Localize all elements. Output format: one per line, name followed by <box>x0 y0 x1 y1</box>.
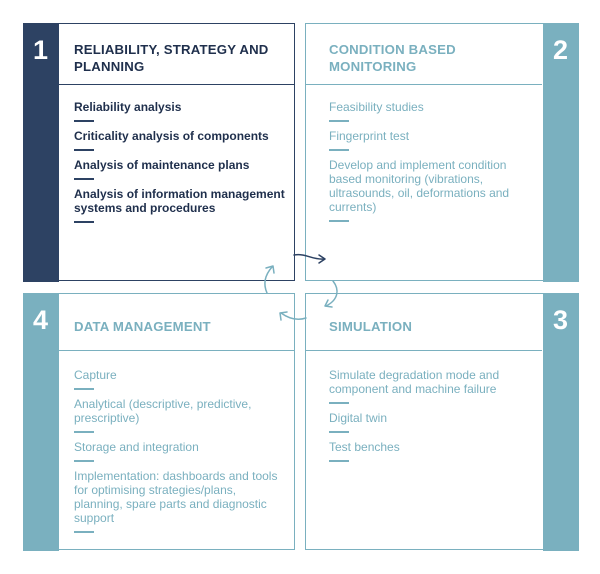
dash-separator <box>74 149 94 151</box>
card-data-management <box>23 293 295 550</box>
card-title: CONDITION BASED MONITORING <box>329 42 456 74</box>
dash-separator <box>329 402 349 404</box>
list-item: Capture <box>74 368 286 390</box>
dash-separator <box>329 149 349 151</box>
dash-separator <box>74 460 94 462</box>
dash-separator <box>74 221 94 223</box>
card-reliability-strategy-planning <box>23 23 295 281</box>
list-item: Reliability analysis <box>74 100 286 122</box>
item-list <box>74 368 286 540</box>
list-item: Digital twin <box>329 411 534 433</box>
list-item: Analysis of maintenance plans <box>74 158 286 180</box>
card-title: RELIABILITY, STRATEGY AND PLANNING <box>74 42 269 74</box>
item-list <box>74 100 286 230</box>
step-number-1: 1 <box>23 23 59 282</box>
dash-separator <box>74 120 94 122</box>
list-item: Storage and integration <box>74 440 286 462</box>
step-number-4: 4 <box>23 293 59 551</box>
card-simulation <box>305 293 578 550</box>
list-item: Analysis of information management systems and procedures <box>74 187 286 223</box>
card-condition-based-monitoring <box>305 23 578 281</box>
divider <box>306 350 542 351</box>
dash-separator <box>329 220 349 222</box>
step-number-3: 3 <box>543 293 579 551</box>
list-item: Test benches <box>329 440 534 462</box>
dash-separator <box>329 431 349 433</box>
list-item: Simulate degradation mode and component and machine failure <box>329 368 534 404</box>
dash-separator <box>74 531 94 533</box>
list-item: Develop and implement condition based monitoring (vibrations, ultrasounds, oil, deformations and currents) <box>329 158 539 222</box>
dash-separator <box>329 120 349 122</box>
list-item: Feasibility studies <box>329 100 539 122</box>
list-item: Criticality analysis of components <box>74 129 286 151</box>
step-number-2: 2 <box>543 23 579 282</box>
dash-separator <box>74 431 94 433</box>
list-item: Analytical (descriptive, predictive, prescriptive) <box>74 397 286 433</box>
divider <box>59 350 294 351</box>
dash-separator <box>329 460 349 462</box>
divider <box>59 84 294 85</box>
divider <box>306 84 542 85</box>
list-item: Implementation: dashboards and tools for optimising strategies/plans, planning, spare parts and diagnostic support <box>74 469 286 533</box>
card-title: DATA MANAGEMENT <box>74 319 211 334</box>
item-list <box>329 100 539 229</box>
item-list <box>329 368 534 469</box>
list-item: Fingerprint test <box>329 129 539 151</box>
dash-separator <box>74 388 94 390</box>
dash-separator <box>74 178 94 180</box>
card-title: SIMULATION <box>329 319 413 334</box>
